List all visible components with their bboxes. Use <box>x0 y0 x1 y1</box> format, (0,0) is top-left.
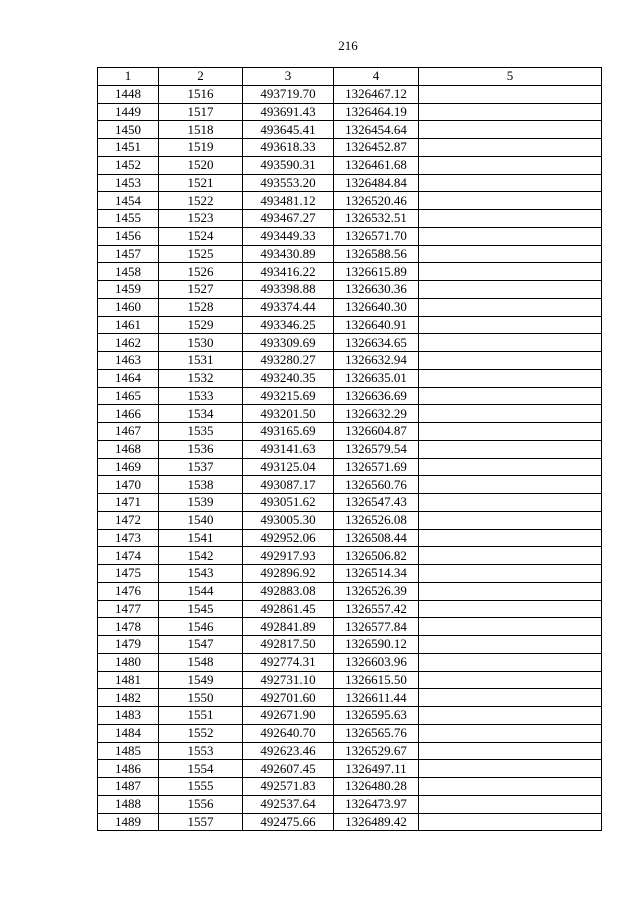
table-cell: 1540 <box>159 511 243 529</box>
table-cell: 1326603.96 <box>334 653 419 671</box>
table-cell: 1326480.28 <box>334 778 419 796</box>
table-cell: 1531 <box>159 352 243 370</box>
table-cell <box>419 742 602 760</box>
table-cell: 1326604.87 <box>334 423 419 441</box>
table-row <box>98 494 602 512</box>
table-cell: 1541 <box>159 529 243 547</box>
table-cell: 492623.46 <box>243 742 334 760</box>
table-cell: 493691.43 <box>243 103 334 121</box>
table-cell: 493416.22 <box>243 263 334 281</box>
table-cell: 1470 <box>98 476 159 494</box>
table-cell: 492817.50 <box>243 636 334 654</box>
table-cell: 1520 <box>159 156 243 174</box>
table-cell <box>419 600 602 618</box>
header-row <box>98 68 602 86</box>
table-cell: 493141.63 <box>243 440 334 458</box>
table-cell: 492475.66 <box>243 813 334 831</box>
table-row <box>98 139 602 157</box>
table-cell: 492640.70 <box>243 724 334 742</box>
table-cell <box>419 387 602 405</box>
table-cell: 1326636.69 <box>334 387 419 405</box>
table-cell: 1326588.56 <box>334 245 419 263</box>
table-cell: 1326547.43 <box>334 494 419 512</box>
table-row <box>98 121 602 139</box>
table-cell: 1467 <box>98 423 159 441</box>
table-cell: 1538 <box>159 476 243 494</box>
table-cell: 1487 <box>98 778 159 796</box>
table-row <box>98 85 602 103</box>
table-row <box>98 103 602 121</box>
table-cell: 1326632.94 <box>334 352 419 370</box>
table-cell: 1465 <box>98 387 159 405</box>
table-cell: 1458 <box>98 263 159 281</box>
table-cell: 1482 <box>98 689 159 707</box>
table-cell: 493553.20 <box>243 174 334 192</box>
table-cell: 1326630.36 <box>334 281 419 299</box>
table-row <box>98 511 602 529</box>
table-cell: 492537.64 <box>243 795 334 813</box>
table-cell: 1543 <box>159 565 243 583</box>
table-cell: 1552 <box>159 724 243 742</box>
table-cell: 1545 <box>159 600 243 618</box>
table-cell: 1525 <box>159 245 243 263</box>
table-cell: 493645.41 <box>243 121 334 139</box>
table-row <box>98 440 602 458</box>
table-cell: 1532 <box>159 369 243 387</box>
table-cell: 1517 <box>159 103 243 121</box>
table-cell <box>419 671 602 689</box>
table-cell: 493590.31 <box>243 156 334 174</box>
coordinates-table <box>97 67 602 831</box>
table-cell: 493719.70 <box>243 85 334 103</box>
table-cell: 1475 <box>98 565 159 583</box>
table-cell: 1483 <box>98 707 159 725</box>
table-row <box>98 742 602 760</box>
table-row <box>98 760 602 778</box>
table-cell: 1486 <box>98 760 159 778</box>
table-cell: 1537 <box>159 458 243 476</box>
header-cell: 3 <box>243 68 334 86</box>
table-cell: 1326467.12 <box>334 85 419 103</box>
table-cell: 1454 <box>98 192 159 210</box>
table-cell: 1326632.29 <box>334 405 419 423</box>
table-cell: 1534 <box>159 405 243 423</box>
table-cell <box>419 547 602 565</box>
table-row <box>98 156 602 174</box>
table-cell: 492731.10 <box>243 671 334 689</box>
table-cell <box>419 121 602 139</box>
table-cell <box>419 618 602 636</box>
table-cell: 493449.33 <box>243 227 334 245</box>
table-cell: 493005.30 <box>243 511 334 529</box>
table-cell <box>419 103 602 121</box>
table-cell: 1326640.30 <box>334 298 419 316</box>
table-cell <box>419 352 602 370</box>
header-cell: 2 <box>159 68 243 86</box>
table-cell: 1466 <box>98 405 159 423</box>
table-row <box>98 210 602 228</box>
table-cell: 1457 <box>98 245 159 263</box>
table-cell: 1326484.84 <box>334 174 419 192</box>
table-cell: 493430.89 <box>243 245 334 263</box>
table-cell: 1516 <box>159 85 243 103</box>
table-cell: 492607.45 <box>243 760 334 778</box>
table-cell: 1326595.63 <box>334 707 419 725</box>
table-cell <box>419 795 602 813</box>
table-cell: 1523 <box>159 210 243 228</box>
table-cell: 1326571.70 <box>334 227 419 245</box>
table-cell: 1326497.11 <box>334 760 419 778</box>
table-cell <box>419 440 602 458</box>
page-number: 216 <box>338 38 358 53</box>
table-cell: 493051.62 <box>243 494 334 512</box>
table-cell: 493087.17 <box>243 476 334 494</box>
table-cell <box>419 760 602 778</box>
table-cell <box>419 707 602 725</box>
table-row <box>98 689 602 707</box>
table-cell: 1450 <box>98 121 159 139</box>
table-row <box>98 227 602 245</box>
table-cell: 1326615.89 <box>334 263 419 281</box>
table-cell: 492774.31 <box>243 653 334 671</box>
table-cell: 1548 <box>159 653 243 671</box>
table-cell <box>419 423 602 441</box>
table-cell <box>419 334 602 352</box>
table-row <box>98 600 602 618</box>
table-cell: 1524 <box>159 227 243 245</box>
table-cell: 1533 <box>159 387 243 405</box>
table-cell: 1480 <box>98 653 159 671</box>
table-cell: 493125.04 <box>243 458 334 476</box>
table-row <box>98 423 602 441</box>
table-cell: 1326565.76 <box>334 724 419 742</box>
table-cell <box>419 369 602 387</box>
table-cell: 1463 <box>98 352 159 370</box>
table-cell: 492701.60 <box>243 689 334 707</box>
table-cell: 1488 <box>98 795 159 813</box>
table-cell: 1449 <box>98 103 159 121</box>
table-cell: 492571.83 <box>243 778 334 796</box>
table-cell: 1474 <box>98 547 159 565</box>
table-cell: 1476 <box>98 582 159 600</box>
table-cell: 1556 <box>159 795 243 813</box>
table-row <box>98 405 602 423</box>
header-cell: 4 <box>334 68 419 86</box>
table-row <box>98 281 602 299</box>
table-row <box>98 653 602 671</box>
table-cell: 1326532.51 <box>334 210 419 228</box>
table-cell: 493467.27 <box>243 210 334 228</box>
table-cell: 493240.35 <box>243 369 334 387</box>
table-row <box>98 476 602 494</box>
table-cell: 1326489.42 <box>334 813 419 831</box>
table-row <box>98 547 602 565</box>
table-cell <box>419 156 602 174</box>
table-row <box>98 636 602 654</box>
table-row <box>98 334 602 352</box>
table-cell <box>419 263 602 281</box>
table-cell: 1326640.91 <box>334 316 419 334</box>
table-row <box>98 795 602 813</box>
table-cell <box>419 405 602 423</box>
table-cell: 1555 <box>159 778 243 796</box>
table-cell: 1546 <box>159 618 243 636</box>
table-cell: 492952.06 <box>243 529 334 547</box>
table-cell: 1326571.69 <box>334 458 419 476</box>
table-cell: 492883.08 <box>243 582 334 600</box>
table-cell: 1326454.64 <box>334 121 419 139</box>
table-cell: 1326590.12 <box>334 636 419 654</box>
table-cell: 1462 <box>98 334 159 352</box>
table-cell <box>419 139 602 157</box>
table-cell: 1535 <box>159 423 243 441</box>
table-cell <box>419 511 602 529</box>
table-cell: 1484 <box>98 724 159 742</box>
table-cell <box>419 813 602 831</box>
table-cell: 1544 <box>159 582 243 600</box>
table-header <box>98 68 602 86</box>
table-cell: 1530 <box>159 334 243 352</box>
table-cell <box>419 281 602 299</box>
table-row <box>98 813 602 831</box>
table-cell: 1448 <box>98 85 159 103</box>
table-cell: 1557 <box>159 813 243 831</box>
table-cell: 1518 <box>159 121 243 139</box>
table-cell <box>419 210 602 228</box>
table-cell: 493618.33 <box>243 139 334 157</box>
table-cell: 1326506.82 <box>334 547 419 565</box>
table-cell: 1489 <box>98 813 159 831</box>
table-cell <box>419 476 602 494</box>
table-cell: 1519 <box>159 139 243 157</box>
table-cell <box>419 174 602 192</box>
table-cell: 493481.12 <box>243 192 334 210</box>
table-row <box>98 778 602 796</box>
table-cell: 1536 <box>159 440 243 458</box>
table-cell: 493309.69 <box>243 334 334 352</box>
table-cell <box>419 689 602 707</box>
table-cell: 1326611.44 <box>334 689 419 707</box>
table-cell: 492861.45 <box>243 600 334 618</box>
table-cell: 1479 <box>98 636 159 654</box>
table-cell: 1553 <box>159 742 243 760</box>
table-cell: 1326577.84 <box>334 618 419 636</box>
table-cell: 1477 <box>98 600 159 618</box>
table-cell <box>419 582 602 600</box>
table-cell <box>419 192 602 210</box>
table-cell: 1456 <box>98 227 159 245</box>
table-row <box>98 369 602 387</box>
table-cell: 1550 <box>159 689 243 707</box>
table-cell: 1326526.08 <box>334 511 419 529</box>
table-cell: 1451 <box>98 139 159 157</box>
table-cell: 1455 <box>98 210 159 228</box>
table-cell: 1460 <box>98 298 159 316</box>
table-cell: 1469 <box>98 458 159 476</box>
table-cell: 493280.27 <box>243 352 334 370</box>
table-row <box>98 352 602 370</box>
table-row <box>98 618 602 636</box>
table-cell: 1464 <box>98 369 159 387</box>
table-cell: 1326635.01 <box>334 369 419 387</box>
table-cell: 1481 <box>98 671 159 689</box>
table-cell: 492671.90 <box>243 707 334 725</box>
table-cell: 1542 <box>159 547 243 565</box>
table-row <box>98 245 602 263</box>
table-row <box>98 458 602 476</box>
table-cell: 1478 <box>98 618 159 636</box>
table-cell: 1326464.19 <box>334 103 419 121</box>
table-cell <box>419 85 602 103</box>
table-row <box>98 298 602 316</box>
table-cell: 1527 <box>159 281 243 299</box>
header-cell: 1 <box>98 68 159 86</box>
table-cell: 493215.69 <box>243 387 334 405</box>
table-cell <box>419 245 602 263</box>
table-row <box>98 263 602 281</box>
table-row <box>98 529 602 547</box>
table-cell: 492841.89 <box>243 618 334 636</box>
table-cell: 493201.50 <box>243 405 334 423</box>
table-cell: 1529 <box>159 316 243 334</box>
table-cell: 1326520.46 <box>334 192 419 210</box>
table-cell: 1326615.50 <box>334 671 419 689</box>
table-cell: 1554 <box>159 760 243 778</box>
table-cell: 1326557.42 <box>334 600 419 618</box>
table-cell: 493346.25 <box>243 316 334 334</box>
table-cell: 1521 <box>159 174 243 192</box>
table-cell: 1539 <box>159 494 243 512</box>
table-row <box>98 192 602 210</box>
table-cell: 1326634.65 <box>334 334 419 352</box>
table-row <box>98 671 602 689</box>
table-cell: 1326526.39 <box>334 582 419 600</box>
table-cell: 1528 <box>159 298 243 316</box>
table-cell: 1461 <box>98 316 159 334</box>
table-row <box>98 387 602 405</box>
table-cell: 1468 <box>98 440 159 458</box>
table-cell: 1326514.34 <box>334 565 419 583</box>
table-row <box>98 582 602 600</box>
table-cell <box>419 565 602 583</box>
table-cell <box>419 636 602 654</box>
table-cell: 1473 <box>98 529 159 547</box>
table-cell: 1471 <box>98 494 159 512</box>
table-row <box>98 565 602 583</box>
table-cell: 1453 <box>98 174 159 192</box>
table-cell <box>419 724 602 742</box>
table-cell <box>419 298 602 316</box>
table-cell <box>419 529 602 547</box>
table-cell: 492917.93 <box>243 547 334 565</box>
table-cell <box>419 778 602 796</box>
table-cell: 1326529.67 <box>334 742 419 760</box>
table-cell: 1326473.97 <box>334 795 419 813</box>
table-cell: 1452 <box>98 156 159 174</box>
table-cell <box>419 653 602 671</box>
table-cell: 1551 <box>159 707 243 725</box>
table-cell <box>419 494 602 512</box>
table-cell: 492896.92 <box>243 565 334 583</box>
table-body <box>98 85 602 831</box>
table-cell: 1526 <box>159 263 243 281</box>
table-cell <box>419 227 602 245</box>
table-cell: 493398.88 <box>243 281 334 299</box>
table-cell: 493374.44 <box>243 298 334 316</box>
table-row <box>98 316 602 334</box>
table-cell: 1459 <box>98 281 159 299</box>
table-cell: 493165.69 <box>243 423 334 441</box>
table-row <box>98 174 602 192</box>
table-row <box>98 724 602 742</box>
table-cell: 1547 <box>159 636 243 654</box>
table-cell: 1485 <box>98 742 159 760</box>
table-cell: 1326452.87 <box>334 139 419 157</box>
table-cell: 1472 <box>98 511 159 529</box>
table-cell <box>419 316 602 334</box>
table-cell: 1522 <box>159 192 243 210</box>
header-cell: 5 <box>419 68 602 86</box>
table-row <box>98 707 602 725</box>
table-cell: 1326560.76 <box>334 476 419 494</box>
table-cell: 1326461.68 <box>334 156 419 174</box>
table-cell <box>419 458 602 476</box>
table-cell: 1549 <box>159 671 243 689</box>
table-cell: 1326508.44 <box>334 529 419 547</box>
table-cell: 1326579.54 <box>334 440 419 458</box>
